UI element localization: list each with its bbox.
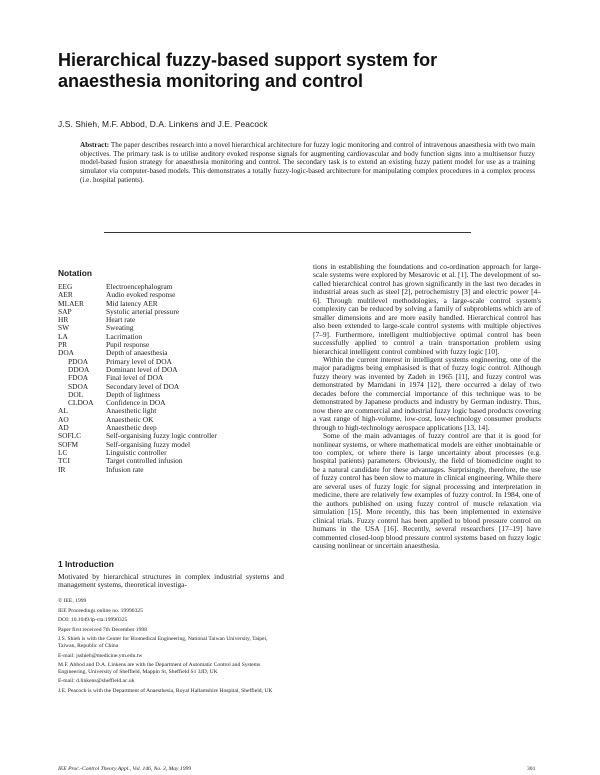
notation-definition: Anaesthetic light xyxy=(106,406,157,416)
notation-definition: Self-organising fuzzy logic controller xyxy=(106,431,217,441)
notation-definition: Pupil response xyxy=(106,340,150,350)
notation-row xyxy=(58,308,288,316)
introduction-text: Motivated by hierarchical structures in complex industrial systems and management systems, theoretical investiga- xyxy=(58,572,284,590)
notation-definition: Linguistic controller xyxy=(106,447,167,457)
notation-symbol: SOFM xyxy=(58,439,79,449)
body-paragraph: Some of the main advantages of fuzzy control are that it is good for nonlinear systems, or where mathematical models are either unobtainable or too complex, or where there is large uncertainty about processes (e.g. hospital patients) parameters. Obviously, the field of biomedicine ought to be a natural candidate for these advantages. Surprisingly, therefore, the use of fuzzy control has been slow to mature in clinical engineering. While there are several uses of fuzzy logic for signal processing and interpretation in medicine, there are relatively few examples of fuzzy control. In 1984, one of the authors published on using fuzzy control of muscle relaxation via simulation [15]. More recently, this has been implemented in extensive clinical trials. Fuzzy control has been applied to blood pressure control on humans in the USA [16]. Recently, several researchers [17–19] have commented closed-loop blood pressure control systems based on fuzzy logic causing nonlinear or uncertain anaesthesia. xyxy=(313,431,541,550)
abstract-divider xyxy=(104,232,471,233)
journal-footer: IEE Proc.-Control Theory Appl., Vol. 146, No. 3, May 1999 xyxy=(58,766,192,772)
notation-symbol: AL xyxy=(58,406,68,416)
notation-definition: Anaesthetic OK xyxy=(106,414,154,424)
body-paragraph: Within the current interest in intelligent systems engineering, one of the major paradigms being emphasised is that of fuzzy logic control. Although fuzzy theory was invented by Zadeh in 1965 [11], and fuzzy control was demonstrated by Mamdani in 1974 [12], there occurred a delay of two decades before the commercial importance of this technique was to be demonstrated by Japanese products and industry by German industry. Thus, now there are commercial and industrial fuzzy logic based products covering a vast range of high-volume, low-cost, low-technology consumer products through to high-technology aerospace applications [13, 14]. xyxy=(313,354,541,432)
notation-symbol: TCI xyxy=(58,456,70,466)
notation-definition: Audio evoked response xyxy=(106,290,176,300)
notation-definition: Infusion rate xyxy=(106,464,144,474)
notation-definition: Secondary level of DOA xyxy=(106,381,180,391)
notation-definition: Confidence in DOA xyxy=(106,398,166,408)
notation-row xyxy=(58,457,288,465)
footnote: J.E. Peacock is with the Department of Anaesthesia, Royal Hallamshire Hospital, Sheffield, UK xyxy=(58,687,273,694)
notation-definition: Lacrimation xyxy=(106,331,143,341)
notation-definition: Anaesthetic deep xyxy=(106,423,157,433)
notation-row xyxy=(58,324,288,332)
notation-row xyxy=(58,407,288,415)
notation-symbol: DOA xyxy=(58,348,75,358)
notation-symbol: HR xyxy=(58,315,69,325)
notation-symbol: SOFLC xyxy=(58,431,82,441)
notation-symbol: LC xyxy=(58,447,68,457)
footnote: E-mail: d.linkens@sheffield.ac.uk xyxy=(58,678,135,685)
footnotes xyxy=(58,598,284,698)
notation-symbol: AO xyxy=(58,414,69,424)
notation-row xyxy=(58,416,288,424)
notation-row xyxy=(58,466,288,474)
footnote: Paper first received 7th December 1998 xyxy=(58,626,147,633)
notation-symbol: SW xyxy=(58,323,70,333)
notation-row xyxy=(58,383,288,391)
notation-symbol: PDOA xyxy=(68,356,89,366)
notation-symbol: CLDOA xyxy=(68,398,94,408)
notation-definition: Depth of anaesthesia xyxy=(106,348,168,358)
notation-definition: Electroencephalogram xyxy=(106,282,173,291)
notation-definition: Primary level of DOA xyxy=(106,356,172,366)
notation-symbol: MLAER xyxy=(58,298,84,308)
page-number: 301 xyxy=(527,766,536,772)
abstract-label: Abstract: xyxy=(80,141,110,149)
notation-definition: Heart rate xyxy=(106,315,136,325)
notation-symbol: SDOA xyxy=(68,381,89,391)
notation-row xyxy=(58,291,288,299)
paper-title: Hierarchical fuzzy-based support system for anaesthesia monitoring and control xyxy=(58,50,438,91)
notation-symbol: PR xyxy=(58,340,68,350)
notation-symbol: SAP xyxy=(58,306,72,316)
footnote: © IEE, 1999 xyxy=(58,598,87,604)
notation-symbol: DOL xyxy=(68,389,84,399)
footnote: DOI: 10.1049/ip-cta:19990325 xyxy=(58,617,128,624)
notation-row xyxy=(58,316,288,324)
notation-symbol: DDOA xyxy=(68,364,90,374)
notation-symbol: AER xyxy=(58,290,73,300)
body-paragraph: tions in establishing the foundations and co-ordination approach for large-scale systems were explored by Mesarovic et al. [1]. The development of so-called hierarchical control has grown significantly in the last two decades in industrial areas such as steel [2], petrochemistry [3] and electric power [4–6]. Through multilevel methodologies, a large-scale control system's complexity can be reduced by solving a family of subproblems which are of smaller dimensions and are more easily handled. Hierarchical control has also been extended to large-scale control systems with multiple objectives [7–9]. Furthermore, intelligent multiobjective optimal control has been successfully applied to control a train transportation problem using hierarchical intelligent control combined with fuzzy logic [10]. xyxy=(313,262,541,356)
notation-definition: Sweating xyxy=(106,323,134,333)
notation-definition: Systolic arterial pressure xyxy=(106,306,180,316)
author-list: J.S. Shieh, M.F. Abbod, D.A. Linkens and J.E. Peacock xyxy=(58,119,268,129)
notation-row xyxy=(58,341,288,349)
notation-row xyxy=(58,399,288,407)
notation-definition: Self-organising fuzzy model xyxy=(106,439,191,449)
introduction-heading: 1 Introduction xyxy=(58,559,114,569)
footnote: E-mail: jsshieh@medicine.ym.edu.tw xyxy=(58,652,143,659)
notation-symbol: AD xyxy=(58,423,69,433)
footnote: J.S. Shieh is with the Center for Biomedical Engineering, National Taiwan University, Taipei, Taiwan, Republic of China xyxy=(58,636,268,649)
notation-list xyxy=(58,283,288,474)
footnote: M.F. Abbod and D.A. Linkens are with the Department of Automatic Control and Systems Engineering, University of Sheffield, Mappin St, Sheffield S1 3JD, UK xyxy=(58,662,261,675)
notation-row xyxy=(58,349,288,357)
notation-symbol: IR xyxy=(58,464,66,474)
notation-row xyxy=(58,441,288,449)
right-column-text xyxy=(313,263,541,550)
notation-symbol: EEG xyxy=(58,282,73,291)
notation-row xyxy=(58,366,288,374)
notation-definition: Mid latency AER xyxy=(106,298,158,308)
notation-definition: Final level of DOA xyxy=(106,373,164,383)
abstract-text: The paper describes research into a novel hierarchical architecture for fuzzy logic monitoring and control of intravenous anaesthesia with two main objectives. The primary task is to utilise auditory evoked response signals for augmenting cardiovascular and body function signs into a multisensor fuzzy model-based fusion strategy for anaesthesia monitoring and control. The secondary task is to extend an existing fuzzy patient model for use as a training simulator via computer-based models. This demonstrates a totally fuzzy-logic-based architecture for manipulating complex procedures in a complex process (i.e. hospital patients). xyxy=(80,141,535,184)
notation-symbol: LA xyxy=(58,331,68,341)
abstract xyxy=(80,141,535,185)
notation-heading: Notation xyxy=(58,268,92,278)
notation-row xyxy=(58,333,288,341)
notation-definition: Depth of lightness xyxy=(106,389,161,399)
notation-symbol: FDOA xyxy=(68,373,89,383)
notation-definition: Dominant level of DOA xyxy=(106,364,178,374)
footnote: IEE Proceedings online no. 19990325 xyxy=(58,607,143,614)
notation-definition: Target controlled infusion xyxy=(106,456,183,466)
